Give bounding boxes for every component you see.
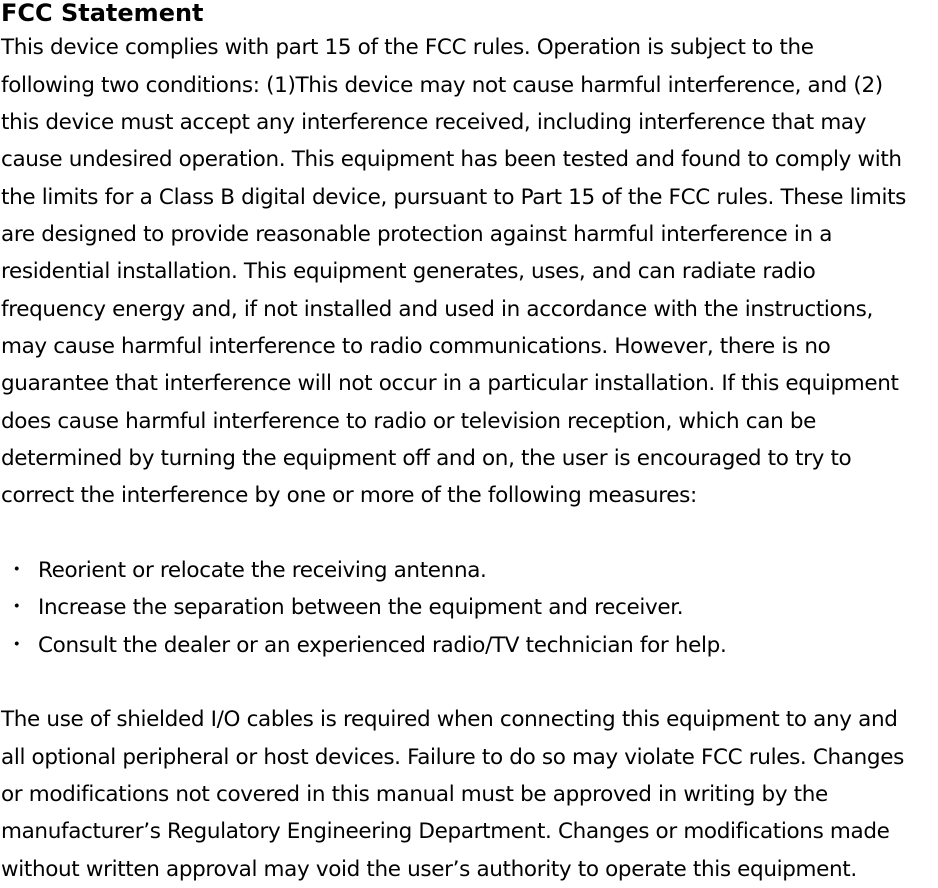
paragraph-line: without written approval may void the user’s authority to operate this equipment. — [1, 857, 857, 882]
paragraph-line: manufacturer’s Regulatory Engineering Department. Changes or modifications made — [1, 819, 890, 844]
paragraph-line: guarantee that interference will not occur in a particular installation. If this equipment — [1, 371, 899, 396]
paragraph-line: correct the interference by one or more of the following measures: — [1, 483, 697, 508]
paragraph-line: following two conditions: (1)This device may not cause harmful interference, and (2) — [1, 73, 883, 98]
paragraph-line: residential installation. This equipment generates, uses, and can radiate radio — [1, 259, 816, 284]
paragraph-line: this device must accept any interference received, including interference that may — [1, 110, 867, 135]
page-title: FCC Statement — [1, 0, 204, 27]
bullet-icon: ・ — [6, 595, 28, 620]
paragraph-line: This device complies with part 15 of the FCC rules. Operation is subject to the — [1, 35, 814, 60]
bullet-icon: ・ — [6, 558, 28, 583]
list-item-text: Reorient or relocate the receiving antenna. — [38, 558, 487, 583]
paragraph-line: determined by turning the equipment off and on, the user is encouraged to try to — [1, 446, 852, 471]
list-item-text: Increase the separation between the equipment and receiver. — [38, 595, 684, 620]
paragraph-line: are designed to provide reasonable protection against harmful interference in a — [1, 222, 833, 247]
paragraph-line: does cause harmful interference to radio or television reception, which can be — [1, 409, 817, 434]
list-item-text: Consult the dealer or an experienced radio/TV technician for help. — [38, 633, 727, 658]
paragraph-line: frequency energy and, if not installed and used in accordance with the instructions, — [1, 297, 873, 322]
paragraph-line: or modifications not covered in this manual must be approved in writing by the — [1, 782, 828, 807]
paragraph-line: may cause harmful interference to radio communications. However, there is no — [1, 334, 831, 359]
paragraph-line: the limits for a Class B digital device, pursuant to Part 15 of the FCC rules. These limits — [1, 185, 907, 210]
paragraph-line: all optional peripheral or host devices. Failure to do so may violate FCC rules. Changes — [1, 745, 904, 770]
paragraph-line: cause undesired operation. This equipment has been tested and found to comply with — [1, 147, 902, 172]
bullet-icon: ・ — [6, 633, 28, 658]
paragraph-line: The use of shielded I/O cables is required when connecting this equipment to any and — [1, 707, 898, 732]
